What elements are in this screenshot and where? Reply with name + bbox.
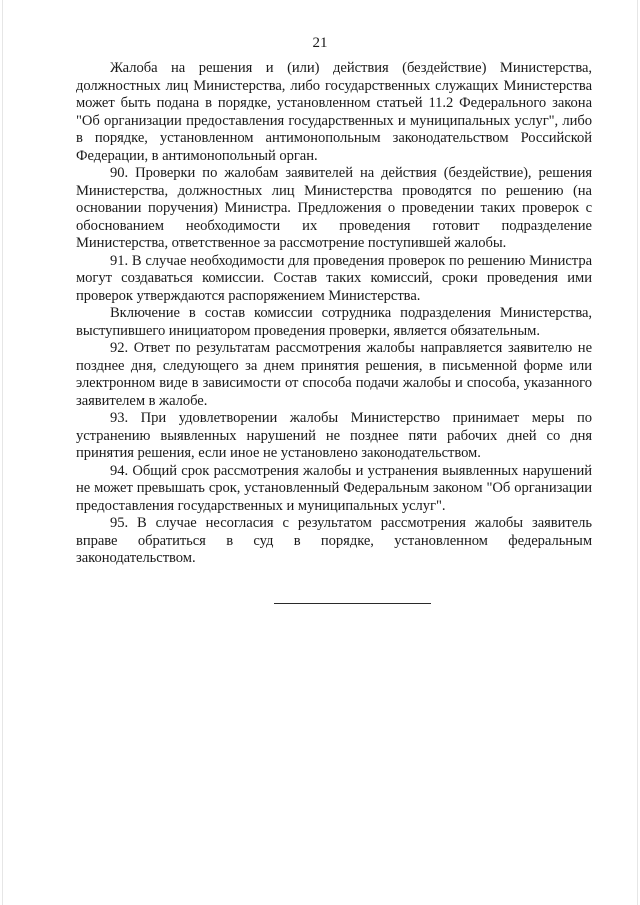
scan-right-edge (637, 0, 638, 905)
paragraph-95: 95. В случае несогласия с результатом рассмотрения жалобы заявитель вправе обратиться в суд в порядке, установленном федеральным законодательством. (76, 515, 592, 566)
paragraph-complaint-filing: Жалоба на решения и (или) действия (бездействие) Министерства, должностных лиц Министерства, либо государственных служащих Министерства может быть подана в порядке, установленном статьей 11.2 Федерального закона "Об организации предоставления государственных и муниципальных услуг", либо в порядке, установленном антимонопольным законодательством Российской Федерации, в антимонопольный орган. (76, 60, 592, 164)
scan-left-edge (2, 0, 3, 905)
paragraph-93: 93. При удовлетворении жалобы Министерство принимает меры по устранению выявленных нарушений не позднее пяти рабочих дней со дня принятия решения, если иное не установлено законодательством. (76, 410, 592, 461)
paragraph-91: 91. В случае необходимости для проведения проверок по решению Министра могут создаваться комиссии. Состав таких комиссий, сроки проведения ими проверок утверждаются распоряжением Министерства. (76, 252, 592, 304)
end-divider-line (274, 603, 431, 604)
page-number: 21 (312, 35, 328, 51)
paragraph-commission-inclusion: Включение в состав комиссии сотрудника подразделения Министерства, выступившего инициатором проведения проверки, является обязательным. (76, 305, 592, 339)
paragraph-92: 92. Ответ по результатам рассмотрения жалобы направляется заявителю не позднее дня, следующего за днем принятия решения, в письменной форме или электронном виде в зависимости от способа подачи жалобы и способа, указанного заявителем в жалобе. (76, 340, 592, 409)
document-body (76, 60, 592, 568)
paragraph-90: 90. Проверки по жалобам заявителей на действия (бездействие), решения Министерства, должностных лиц Министерства проводятся по решению (на основании поручения) Министра. Предложения о проведении таких проверок с обоснованием необходимости их проведения готовит подразделение Министерства, ответственное за рассмотрение поступившей жалобы. (76, 165, 592, 251)
paragraph-94: 94. Общий срок рассмотрения жалобы и устранения выявленных нарушений не может превышать срок, установленный Федеральным законом "Об организации предоставления государственных и муниципальных услуг". (76, 462, 592, 514)
